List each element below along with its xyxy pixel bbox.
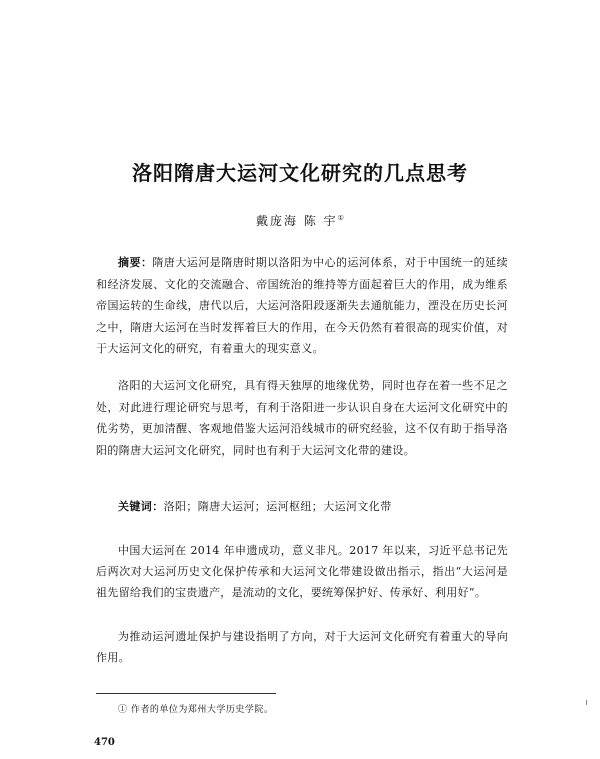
author-names: 戴庞海 陈 宇 [256,214,338,228]
paper-title: 洛阳隋唐大运河文化研究的几点思考 [132,161,468,185]
scan-mark [586,700,587,705]
footnote-divider [96,693,276,694]
abstract-text-1: 隋唐大运河是隋唐时期以洛阳为中心的运河体系，对于中国统一的延续和经济发展、文化的交流融合、帝国统治的维持等方面起着巨大的作用，成为维系帝国运转的生命线，唐代以后，大运河洛阳段逐渐失去通航能力，湮没在历史长河之中，隋唐大运河在当时发挥着巨大的作用，在今天仍然有着很高的现实价值，对于大运河文化的研究，有着重大的现实意义。 [96,256,508,356]
abstract-paragraph-1 [96,252,508,360]
abstract-text-2: 洛阳的大运河文化研究，具有得天独厚的地缘优势，同时也存在着一些不足之处，对此进行理论研究与思考，有利于洛阳进一步认识自身在大运河文化研究中的优劣势，更加清醒、客观地借鉴大运河沿线城市的研究经验，这不仅有助于指导洛阳的隋唐大运河文化研究，同时也有利于大运河文化带的建设。 [96,379,508,457]
body-paragraph-2: 为推动运河遗址保护与建设指明了方向，对于大运河文化研究有着重大的导向作用。 [96,630,508,664]
page-number: 470 [94,737,115,748]
author-footnote-mark: ① [337,214,344,222]
abstract-label: 摘要： [118,256,153,269]
author-line [0,212,600,229]
keywords-label: 关键词： [118,500,164,513]
keywords-text: 洛阳；隋唐大运河；运河枢纽；大运河文化带 [163,500,392,513]
abstract-paragraph-2 [96,375,508,461]
body-paragraph-1: 中国大运河在 2014 年申遗成功，意义非凡。2017 年以来，习近平总书记先后两次对大运河历史文化保护传承和大运河文化带建设做出指示，指出“大运河是祖先留给我们的宝贵遗产，是流动的文化，要统筹保护好、传承好、利用好”。 [96,544,508,599]
keywords-line [96,496,508,518]
footnote: ① 作者的单位为郑州大学历史学院。 [118,705,274,715]
